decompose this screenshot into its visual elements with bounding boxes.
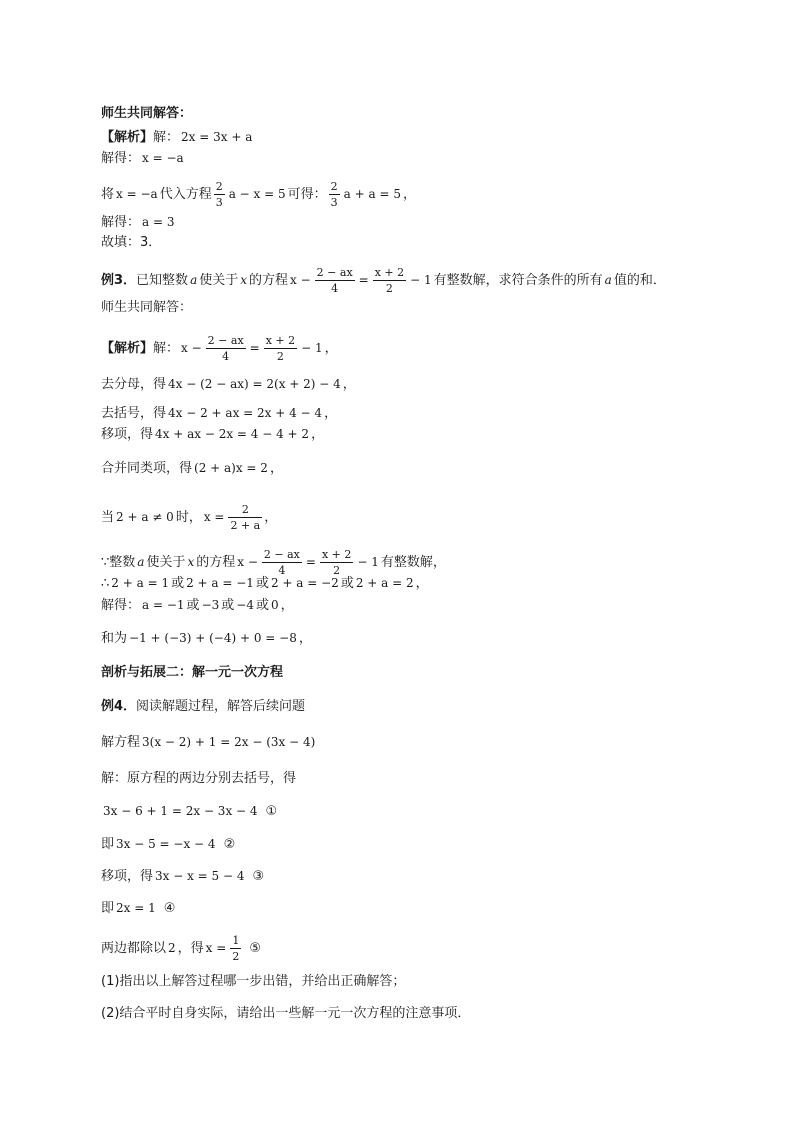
text: ⑤ bbox=[249, 941, 261, 956]
text: ④ bbox=[163, 901, 176, 916]
text: 有整数解， bbox=[380, 555, 446, 570]
fill-line: 故填：3． bbox=[101, 235, 162, 250]
math: = bbox=[249, 341, 260, 355]
text: 阅读解题过程，解答后续问题 bbox=[136, 699, 306, 714]
math: 2x = 1 bbox=[116, 901, 156, 915]
text: ， bbox=[324, 341, 338, 356]
step-2-line bbox=[101, 836, 235, 853]
numerator: 2 bbox=[215, 180, 223, 193]
step-5-line bbox=[101, 934, 261, 963]
text: 将 bbox=[101, 187, 115, 202]
math: − 1 bbox=[301, 341, 323, 355]
heading-joint-answer-2: 师生共同解答： bbox=[101, 300, 193, 315]
text: 使关于 bbox=[146, 555, 186, 570]
denominator: 4 bbox=[331, 282, 339, 295]
text: 即 bbox=[101, 901, 115, 916]
fraction bbox=[320, 548, 353, 577]
example-4-line bbox=[101, 698, 305, 715]
text: ， bbox=[311, 427, 325, 442]
math: 0 bbox=[271, 598, 279, 612]
analysis-line-2 bbox=[101, 334, 338, 363]
math: 2x = 3x + a bbox=[181, 130, 253, 144]
text: 有整数解，求符合条件的所有 bbox=[433, 273, 603, 288]
bracket-line bbox=[101, 405, 337, 422]
math: 3(x − 2) + 1 = 2x − (3x − 4) bbox=[142, 735, 316, 749]
text: ， bbox=[324, 406, 338, 421]
text: 时， bbox=[175, 510, 202, 525]
text: ② bbox=[223, 837, 236, 852]
math: −3 bbox=[201, 598, 220, 612]
text: ， bbox=[298, 631, 312, 646]
math: x − bbox=[290, 273, 311, 287]
text: 移项，得 bbox=[101, 869, 154, 884]
numerator: 2 − ax bbox=[207, 334, 244, 347]
text: 两边都除以 bbox=[101, 941, 167, 956]
section-heading: 剖析与拓展二：解一元一次方程 bbox=[101, 665, 284, 680]
numerator: x + 2 bbox=[265, 334, 296, 347]
math: 4x − 2 + ax = 2x + 4 − 4 bbox=[168, 406, 323, 420]
text: 使关于 bbox=[199, 273, 239, 288]
text: 整数 bbox=[109, 555, 136, 570]
text: 解： bbox=[153, 341, 180, 356]
text: 可得： bbox=[287, 187, 327, 202]
text: 去分母，得 bbox=[101, 377, 167, 392]
math: 2 + a ≠ 0 bbox=[116, 510, 174, 524]
text: ， bbox=[415, 576, 429, 591]
text: 去括号，得 bbox=[101, 406, 167, 421]
text: 值的和． bbox=[613, 273, 666, 288]
fraction bbox=[315, 266, 355, 295]
math: (2 + a)x = 2 bbox=[194, 461, 268, 475]
math: 2 + a = −1 bbox=[186, 576, 254, 590]
solution-intro-line: 解：原方程的两边分别去括号，得 bbox=[101, 771, 297, 786]
substitute-line bbox=[101, 180, 416, 209]
text: 或 bbox=[171, 576, 185, 591]
numerator: 2 bbox=[330, 180, 338, 193]
text: 解得： bbox=[101, 598, 141, 613]
text: 的方程 bbox=[249, 273, 289, 288]
math: a bbox=[137, 555, 145, 569]
math: x = −a bbox=[116, 187, 158, 201]
math: 2 + a = 2 bbox=[355, 576, 414, 590]
math: a = 3 bbox=[142, 215, 175, 229]
transpose-line bbox=[101, 426, 324, 443]
text: 解得： bbox=[101, 215, 141, 230]
text: ∴ bbox=[101, 576, 110, 591]
solve-line bbox=[101, 150, 186, 167]
denominator-line bbox=[101, 376, 356, 393]
math: x − bbox=[181, 341, 202, 355]
question-2: (2)结合平时自身实际，请给出一些解一元一次方程的注意事项． bbox=[101, 1006, 471, 1021]
text: 当 bbox=[101, 510, 115, 525]
solve-line-2 bbox=[101, 214, 177, 231]
text: 移项，得 bbox=[101, 427, 154, 442]
fraction bbox=[206, 334, 246, 363]
denominator: 2 bbox=[333, 564, 341, 577]
heading-joint-answer: 师生共同解答： bbox=[101, 106, 193, 121]
math: a − x = 5 bbox=[228, 187, 286, 201]
numerator: 2 − ax bbox=[263, 548, 300, 561]
text: 解得： bbox=[101, 151, 141, 166]
text: 解： bbox=[153, 130, 180, 145]
fraction bbox=[228, 503, 262, 532]
analysis-label: 【解析】 bbox=[101, 130, 154, 145]
denominator: 3 bbox=[330, 196, 338, 209]
math: = bbox=[305, 555, 316, 569]
math: 3x − 6 + 1 = 2x − 3x − 4 bbox=[103, 804, 258, 818]
text: 或 bbox=[340, 576, 354, 591]
text: 或 bbox=[255, 576, 269, 591]
denominator: 2 bbox=[385, 282, 393, 295]
denominator: 2 bbox=[232, 950, 240, 963]
fraction bbox=[329, 180, 340, 209]
text: ， bbox=[402, 187, 416, 202]
fraction bbox=[262, 548, 302, 577]
math: x = bbox=[205, 941, 227, 955]
analysis-line-1 bbox=[101, 129, 254, 146]
text: ∵ bbox=[101, 555, 110, 570]
fraction bbox=[373, 266, 406, 295]
math: 4x + ax − 2x = 4 − 4 + 2 bbox=[155, 427, 310, 441]
denominator: 2 bbox=[276, 350, 284, 363]
text: ， bbox=[269, 461, 283, 476]
example-label: 例4． bbox=[101, 699, 137, 714]
text: 或 bbox=[221, 598, 235, 613]
step-4-line bbox=[101, 900, 175, 917]
math: x − bbox=[237, 555, 258, 569]
math: x bbox=[187, 555, 195, 569]
text: ， bbox=[264, 510, 278, 525]
condition-line bbox=[101, 503, 277, 532]
text: 代入方程 bbox=[159, 187, 212, 202]
denominator: 2 + a bbox=[230, 519, 261, 532]
text: ，得 bbox=[177, 941, 204, 956]
text: 已知整数 bbox=[136, 273, 189, 288]
analysis-label: 【解析】 bbox=[101, 341, 154, 356]
math: 2 bbox=[168, 941, 176, 955]
text: 或 bbox=[255, 598, 269, 613]
math: 2 + a = 1 bbox=[111, 576, 170, 590]
text: ， bbox=[342, 377, 356, 392]
math: 4x − (2 − ax) = 2(x + 2) − 4 bbox=[168, 377, 341, 391]
step-1-line bbox=[101, 803, 277, 820]
math: a bbox=[190, 273, 198, 287]
math: 3x − x = 5 − 4 bbox=[155, 869, 245, 883]
denominator: 4 bbox=[222, 350, 230, 363]
therefore-line bbox=[101, 575, 429, 592]
fraction bbox=[230, 934, 241, 963]
numerator: x + 2 bbox=[321, 548, 352, 561]
fraction bbox=[264, 334, 297, 363]
numerator: 2 bbox=[241, 503, 249, 516]
equation-line bbox=[101, 734, 317, 751]
math: x bbox=[240, 273, 248, 287]
example-3-line bbox=[101, 266, 666, 295]
text: ， bbox=[280, 598, 294, 613]
math: x = −a bbox=[142, 151, 184, 165]
example-label: 例3． bbox=[101, 273, 137, 288]
text: 和为 bbox=[101, 631, 128, 646]
math: − 1 bbox=[357, 555, 379, 569]
math: a bbox=[604, 273, 612, 287]
because-line bbox=[101, 548, 446, 577]
math: 3x − 5 = −x − 4 bbox=[116, 837, 216, 851]
text: 的方程 bbox=[196, 555, 236, 570]
math: −4 bbox=[236, 598, 254, 612]
numerator: 2 − ax bbox=[316, 266, 353, 279]
math: a + a = 5 bbox=[343, 187, 401, 201]
numerator: x + 2 bbox=[374, 266, 405, 279]
text: 合并同类项，得 bbox=[101, 461, 193, 476]
denominator: 4 bbox=[278, 564, 286, 577]
step-3-line bbox=[101, 868, 264, 885]
fraction bbox=[214, 180, 225, 209]
math: 2 + a = −2 bbox=[270, 576, 339, 590]
numerator: 1 bbox=[232, 934, 240, 947]
math: −1 + (−3) + (−4) + 0 = −8 bbox=[129, 631, 297, 645]
math: a = −1 bbox=[142, 598, 185, 612]
text: 即 bbox=[101, 837, 115, 852]
math: − 1 bbox=[410, 273, 432, 287]
text: ③ bbox=[252, 869, 265, 884]
combine-line bbox=[101, 460, 283, 477]
text: 解方程 bbox=[101, 735, 141, 750]
sum-line bbox=[101, 630, 312, 647]
denominator: 3 bbox=[215, 196, 223, 209]
question-1: (1)指出以上解答过程哪一步出错，并给出正确解答； bbox=[101, 974, 406, 989]
text: 或 bbox=[186, 598, 200, 613]
solutions-line bbox=[101, 597, 294, 614]
math: x = bbox=[203, 510, 225, 524]
math: = bbox=[358, 273, 369, 287]
text: ① bbox=[265, 804, 278, 819]
